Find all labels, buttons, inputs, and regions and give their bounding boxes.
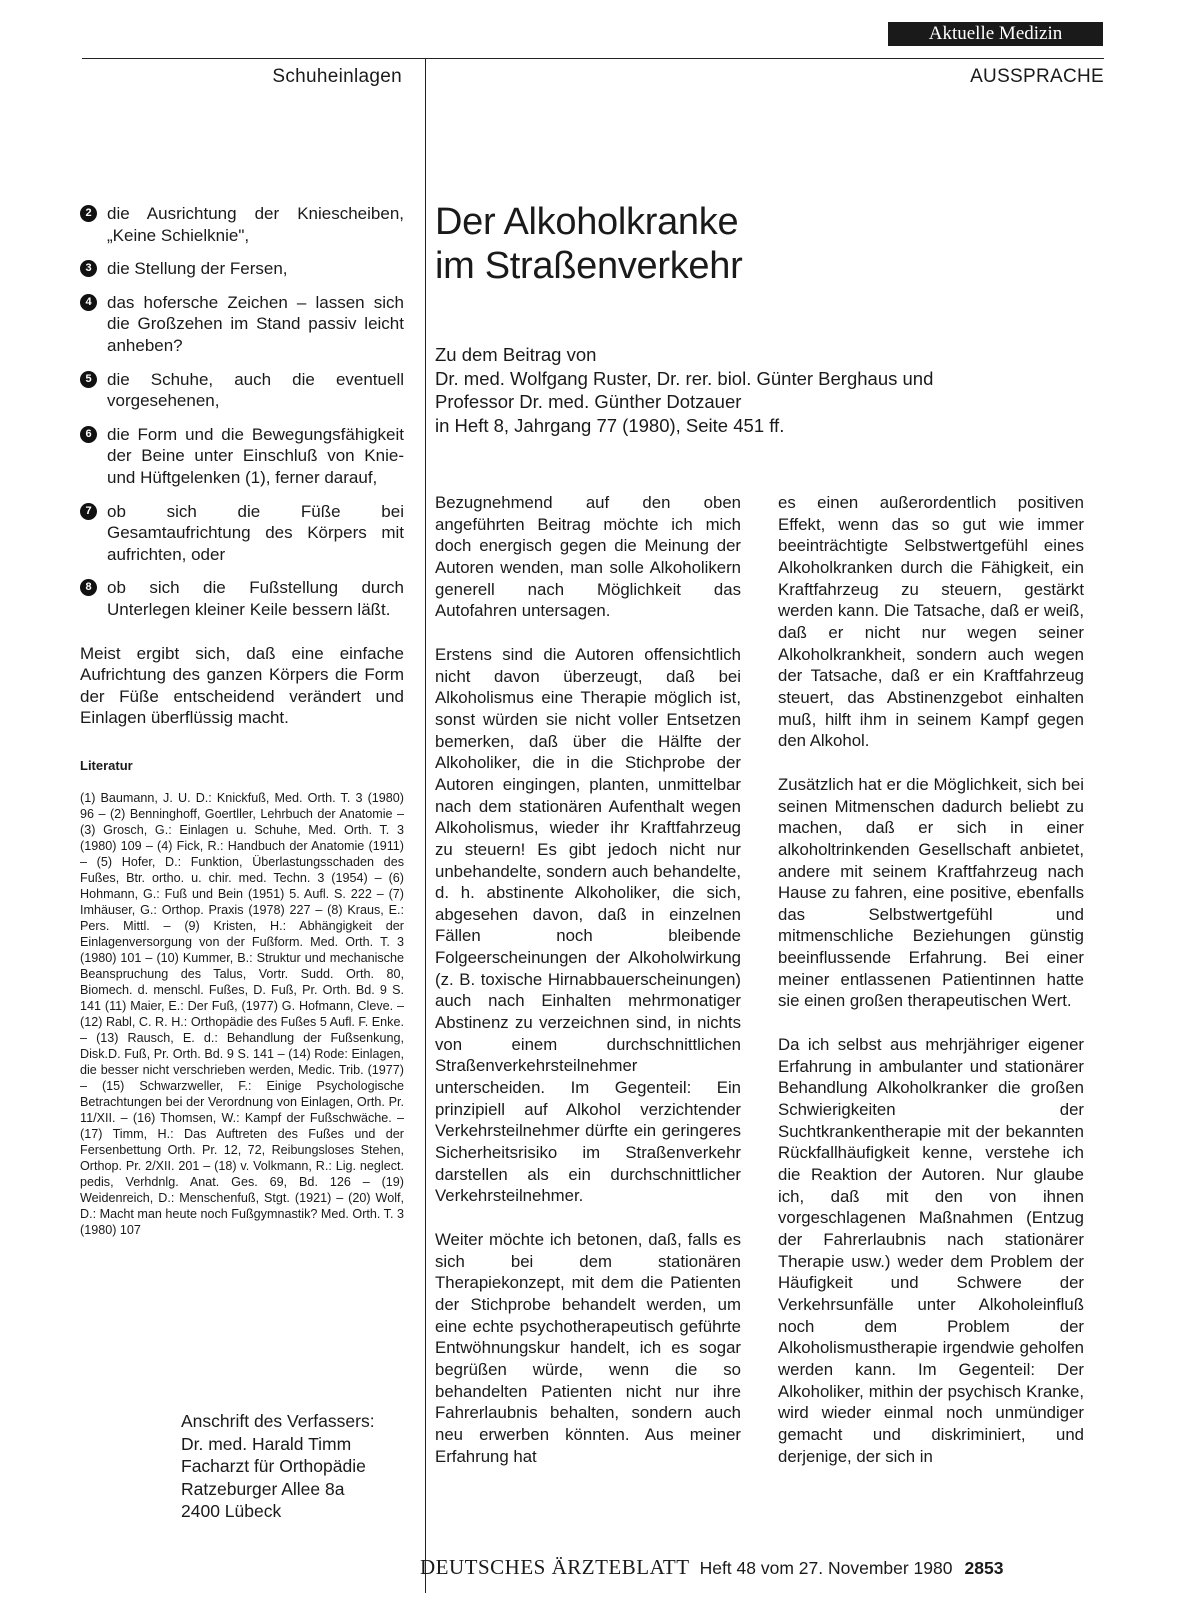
body-paragraph: Da ich selbst aus mehrjähriger eigener Erfahrung in ambulanter und stationärer Behandlung Alkoholkranker die großen Schwierigkeiten der Suchtkrankentherapie mit der bekannten Rückfallhäufigkeit kenne, verstehe ich die Reaktion der Autoren. Nur glaube ich, daß mit den von ihnen vorgeschlagenen Maßnahmen (Entzug der Fahrerlaubnis nach stationärer Therapie usw.) weder dem Problem der Häufigkeit und Schwere der Verkehrsunfälle unter Alkoholeinfluß noch dem Problem der Alkoholismustherapie irgendwie geholfen werden kann. Im Gegenteil: Der Alkoholiker, mithin der psychisch Kranke, wird wieder einmal noch unmündiger gemacht und diskriminiert, und derjenige, der sich in [778, 1035, 1084, 1466]
list-item [80, 292, 404, 357]
number-badge: 6 [80, 426, 97, 443]
list-item [80, 577, 404, 620]
address-line: Anschrift des Verfassers: [181, 1411, 375, 1431]
number-badge: 3 [80, 260, 97, 277]
body-paragraph: Zusätzlich hat er die Möglichkeit, sich bei seinen Mitmenschen dadurch beliebt zu machen, daß er sich in einer alkoholtrinkenden Gesellschaft anbietet, andere mit seinem Kraftfahrzeug nach Hause zu fahren, eine positive, ebenfalls das Selbstwertgefühl und mitmenschliche Beziehungen günstig beeinflussende Erfahrung. Bei einer meiner entlassenen Patientinnen hatte sie einen großen therapeutischen Wert. [778, 774, 1084, 1011]
author-address [181, 1410, 421, 1523]
list-item [80, 501, 404, 566]
address-line: 2400 Lübeck [181, 1501, 282, 1521]
list-item [80, 424, 404, 489]
body-paragraph: es einen außerordentlich positiven Effekt, wenn das so gut wie immer beeinträchtigte Selbstwertgefühl eines Alkoholkranken durch die Fähigkeit, ein Kraftfahrzeug zu steuern, gestärkt werden kann. Die Tatsache, daß er weiß, daß er nicht nur wegen seiner Alkoholkrankheit, sondern auch wegen der Tatsache, daß er ein Kraftfahrzeug steuert, das Abstinenzgebot einhalten muß, hilft ihm in seinem Kampf gegen den Alkohol. [778, 493, 1084, 751]
number-badge: 8 [80, 579, 97, 596]
title-line: im Straßenverkehr [435, 245, 743, 287]
list-item-text: die Ausrichtung der Kniescheiben, „Keine Schielknie", [107, 204, 404, 245]
reference-line: in Heft 8, Jahrgang 77 (1980), Seite 451 ff. [435, 414, 785, 436]
list-item-text: die Form und die Bewegungsfähigkeit der Beine unter Einschluß von Knie- und Hüftgelenken (1), ferner darauf, [107, 424, 404, 487]
literature-list: (1) Baumann, J. U. D.: Knickfuß, Med. Orth. T. 3 (1980) 96 – (2) Benninghoff, Goertller, Lehrbuch der Anatomie – (3) Grosch, G.: Einlagen u. Schuhe, Med. Orth. T. 3 (1980) 109 – (4) Fick, R.: Handbuch der Anatomie (1911) – (5) Hofer, D.: Funktion, Überlastungsschaden des Fußes, Btr. ortho. u. chir. med. Techn. 3 (1954) – (6) Hohmann, G.: Fuß und Bein (1951) 5. Aufl. S. 222 – (7) Imhäuser, G.: Orthop. Praxis (1978) 227 – (8) Kraus, E.: Pers. Mittl. – (9) Kristen, H.: Abhängigkeit der Einlagenversorgung von der Fußform. Med. Orth. T. 3 (1980) 101 – (10) Kummer, B.: Struktur und mechanische Beanspruchung des Talus, Vortr. Sudd. Orth. 80, Biomech. d. menschl. Fußes, D. Fuß, Pr. Orth. Bd. 9 S. 141 (11) Maier, E.: Der Fuß, (1977) G. Hofmann, Cleve. – (12) Rabl, C. R. H.: Orthopädie des Fußes 5 Aufl. F. Enke. – (13) Rausch, E. d.: Behandlung der Fußsenkung, Disk.D. Fuß, Pr. Orth. Bd. 9 S. 141 – (14) Rode: Einlagen, die besser nicht verschrieben werden, Medic. Trib. (1977) – (15) Schwarzweller, F.: Einige Psychologische Betrachtungen bei der Verordnung von Einlagen, Orth. Pr. 11/XII. – (16) Thomsen, W.: Kampf der Fußschwäche. – (17) Timm, H.: Das Auftreten des Fußes und der Fersenbettung Orth. Pr. 12, 72, Reibungsloses Stehen, Orthop. Pr. 2/XII. 201 – (18) v. Volkmann, R.: Lig. neglect. pedis, Verhdnlg. Anat. Ges. 69, Bd. 126 – (19) Weidenreich, D.: Menschenfuß, Stgt. (1921) – (20) Wolf, D.: Macht man heute noch Fußgymnastik? Med. Orth. T. 3 (1980) 107 [80, 791, 404, 1238]
reference-line: Zu dem Beitrag von [435, 344, 597, 365]
article-title [435, 200, 742, 288]
body-paragraph: Erstens sind die Autoren offensichtlich nicht davon überzeugt, daß bei Alkoholismus eine Therapie möglich ist, sonst würden sie nicht voller Entsetzen bemerken, daß über die Hälfte der Alkoholiker, die in die Stichprobe der Autoren eingingen, planten, unmittelbar nach dem stationären Aufenthalt wegen Alkoholismus, wieder ihr Kraftfahrzeug zu steuern! Es gibt jedoch nicht nur unbehandelte, sondern auch behandelte, d. h. abstinente Alkoholiker, die sich, abgesehen davon, daß in einzelnen Fällen noch bleibende Folgeerscheinungen der Alkoholwirkung (z. B. toxische Hirnabbauerscheinungen) auch nach Einhalten mehrmonatiger Abstinenz zu verzeichnen sind, in nichts von einem durchschnittlichen Straßenverkehrsteilnehmer unterscheiden. Im Gegenteil: Ein prinzipiell auf Alkohol verzichtender Verkehrsteilnehmer dürfte ein geringeres Sicherheitsrisiko im Straßenverkehr darstellen als ein durchschnittlicher Verkehrsteilnehmer. [435, 644, 741, 1206]
reference-line: Professor Dr. med. Günther Dotzauer [435, 391, 742, 412]
list-item-text: ob sich die Fußstellung durch Unterlegen kleiner Keile bessern läßt. [107, 578, 404, 619]
summary-paragraph: Meist ergibt sich, daß eine einfache Aufrichtung des ganzen Körpers die Form der Füße entscheidend verändert und Einlagen überflüssig macht. [80, 643, 404, 728]
page-footer [420, 1555, 1106, 1580]
list-item-text: die Schuhe, auch die eventuell vorgesehenen, [107, 369, 404, 411]
list-item-text: das hofersche Zeichen – lassen sich die Großzehen im Stand passiv leicht anheben? [107, 292, 404, 355]
body-paragraph: Bezugnehmend auf den oben angeführten Beitrag möchte ich mich doch energisch gegen die Meinung der Autoren wenden, man solle Alkoholikern generell nach Möglichkeit das Autofahren untersagen. [435, 493, 741, 621]
right-section-label: AUSSPRACHE [970, 66, 1104, 87]
section-tag: Aktuelle Medizin [888, 22, 1103, 46]
title-line: Der Alkoholkranke [435, 201, 739, 243]
list-item [80, 369, 404, 412]
article-column-1 [435, 492, 741, 1489]
number-badge: 4 [80, 294, 97, 311]
list-item [80, 203, 404, 246]
left-section-label: Schuheinlagen [272, 66, 402, 87]
literature-heading: Literatur [80, 757, 133, 773]
article-column-2 [778, 492, 1084, 1489]
header-rule [82, 58, 1104, 59]
article-reference [435, 343, 1075, 437]
address-line: Dr. med. Harald Timm [181, 1433, 352, 1454]
list-item-text: ob sich die Füße bei Gesamtaufrichtung des Körpers mit aufrichten, oder [107, 501, 404, 564]
reference-line: Dr. med. Wolfgang Ruster, Dr. rer. biol. Günter Berghaus und [435, 367, 934, 389]
column-divider [425, 58, 426, 1593]
address-line: Ratzeburger Allee 8a [181, 1478, 345, 1499]
number-badge: 2 [80, 205, 97, 222]
body-paragraph: Weiter möchte ich betonen, daß, falls es sich bei dem stationären Therapiekonzept, mit dem die Patienten der Stichprobe behandelt werden, um eine echte psychotherapeutisch geführte Entwöhnungskur handelt, ich es sogar begrüßen würde, wenn die so behandelten Patienten nicht nur ihre Fahrerlaubnis behalten, sondern auch neu erwerben könnten. Aus meiner Erfahrung hat [435, 1230, 741, 1466]
address-line: Facharzt für Orthopädie [181, 1456, 366, 1476]
list-item [80, 258, 404, 280]
number-badge: 5 [80, 371, 97, 388]
journal-name: DEUTSCHES ÄRZTEBLATT [420, 1555, 690, 1579]
number-badge: 7 [80, 503, 97, 520]
page-number: 2853 [964, 1558, 1004, 1578]
list-item-text: die Stellung der Fersen, [107, 259, 288, 279]
left-column [80, 203, 404, 1238]
issue-info: Heft 48 vom 27. November 1980 [699, 1558, 953, 1578]
